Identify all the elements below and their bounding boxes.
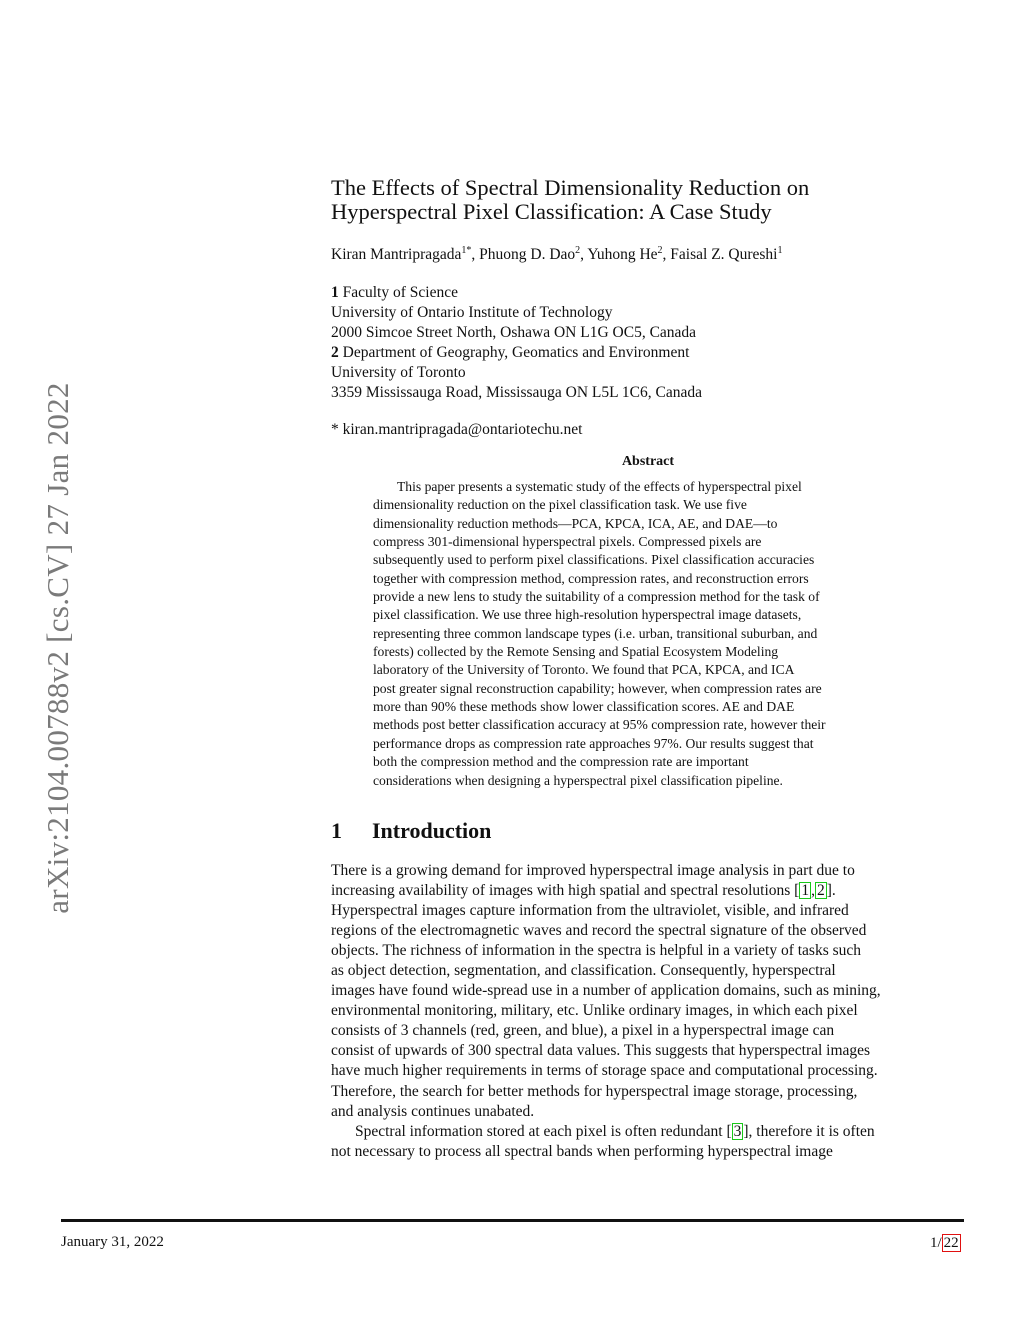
body-line: have much higher requirements in terms of storage space and computational processing. [331,1062,878,1080]
title-line: Hyperspectral Pixel Classification: A Case Study [331,199,772,224]
abstract-line: dimensionality reduction on the pixel classification task. We use five [373,497,747,513]
page-number [930,1234,961,1252]
author-name: Faisal Z. Qureshi [670,246,778,263]
body-text: Spectral information stored at each pixel is often redundant [ [355,1122,732,1140]
citation-link[interactable]: 1 [801,882,810,900]
author-separator: , [580,246,588,263]
abstract-line: more than 90% these methods show lower classification scores. AE and DAE [373,699,795,715]
section-heading-introduction [331,818,491,844]
affiliation-line: University of Ontario Institute of Technology [331,304,613,321]
author-separator: , [471,246,480,263]
body-line: There is a growing demand for improved hyperspectral image analysis in part due to [331,862,855,879]
body-line: and analysis continues unabated. [331,1102,535,1120]
affiliation-text: Faculty of Science [342,284,458,301]
affiliation-line: 2000 Simcoe Street North, Oshawa ON L1G OC5, Canada [331,324,697,341]
citation-link[interactable]: 2 [816,882,825,900]
abstract-line: forests) collected by the Remote Sensing and Spatial Ecosystem Modeling [373,644,779,660]
footer-rule [61,1219,964,1222]
abstract-line: methods post better classification accuracy at 95% compression rate, however their [373,717,826,733]
body-line: environmental monitoring, military, etc. Unlike ordinary images, in which each pixel [331,1002,858,1020]
introduction-body [331,861,881,1162]
abstract-line: compress 301-dimensional hyperspectral pixels. Compressed pixels are [373,534,762,550]
author-affiliation-mark: 2 [575,245,581,256]
body-text: increasing availability of images with high spatial and spectral resolutions [ [331,882,800,900]
author-affiliation-mark: 1 [777,245,783,256]
body-line [331,1122,881,1142]
affiliation-line: University of Toronto [331,364,466,381]
author-affiliation-mark: 1* [461,245,472,256]
paper-title [331,176,971,224]
abstract-line: together with compression method, compression rates, and reconstruction errors [373,570,809,586]
body-line: regions of the electromagnetic waves and record the spectral signature of the observed [331,922,867,940]
abstract-line: post greater signal reconstruction capability; however, when compression rates are [373,680,822,696]
author-name: Yuhong He [587,246,658,263]
arxiv-identifier-stamp [0,0,75,914]
author-name: Kiran Mantripragada [331,246,462,263]
affiliation-number: 2 [331,344,339,361]
abstract-heading: Abstract [621,454,675,469]
author-affiliation-mark: 2 [657,245,663,256]
abstract-line: This paper presents a systematic study of the effects of hyperspectral pixel [397,479,802,494]
author-name: Phuong D. Dao [479,246,576,263]
affiliation-line [331,343,702,363]
affiliation-line: 3359 Mississauga Road, Mississauga ON L5L 1C6, Canada [331,384,702,401]
section-number: 1 [331,818,342,843]
author-list [331,245,783,264]
abstract-line: representing three common landscape types (i.e. urban, transitional suburban, and [373,625,818,641]
affiliation-text: Department of Geography, Geomatics and Environment [342,344,690,361]
body-line: as object detection, segmentation, and classification. Consequently, hyperspectral [331,962,836,980]
affiliation-number: 1 [331,284,339,301]
corresponding-email: * kiran.mantripragada@ontariotechu.net [331,421,583,438]
footer-date: January 31, 2022 [61,1234,164,1250]
body-text: ], therefore it is often [743,1122,875,1140]
body-line: consist of upwards of 300 spectral data values. This suggests that hyperspectral images [331,1042,871,1060]
abstract-line: performance drops as compression rate approaches 97%. Our results suggest that [373,735,814,751]
abstract-line: laboratory of the University of Toronto. We found that PCA, KPCA, and ICA [373,662,795,678]
author-separator: , [662,246,671,263]
body-line: Therefore, the search for better methods for hyperspectral image storage, processing, [331,1082,858,1100]
citation-separator: , [811,882,815,900]
section-title: Introduction [372,818,492,843]
affiliation-line [331,283,702,303]
abstract-line: subsequently used to perform pixel classifications. Pixel classification accuracies [373,552,815,568]
arxiv-stamp-text: arXiv:2104.00788v2 [cs.CV] 27 Jan 2022 [40,382,75,914]
abstract-line: both the compression method and the compression rate are important [373,754,749,770]
body-text: ]. [826,882,836,900]
body-line: Hyperspectral images capture information from the ultraviolet, visible, and infrared [331,902,849,920]
abstract-line: dimensionality reduction methods—PCA, KPCA, ICA, AE, and DAE—to [373,515,778,531]
body-line: consists of 3 channels (red, green, and blue), a pixel in a hyperspectral image can [331,1022,835,1040]
abstract-body [373,478,826,790]
body-line: not necessary to process all spectral bands when performing hyperspectral image [331,1142,833,1160]
abstract-line: provide a new lens to study the suitability of a compression method for the task of [373,589,820,605]
title-line: The Effects of Spectral Dimensionality Reduction on [331,175,810,200]
body-line: objects. The richness of information in the spectra is helpful in a variety of tasks such [331,942,862,960]
affiliations-block [331,283,702,403]
page-separator: / [937,1235,942,1251]
total-pages-link[interactable]: 22 [943,1235,959,1251]
current-page: 1 [930,1235,938,1251]
citation-link[interactable]: 3 [733,1122,742,1140]
abstract-line: pixel classification. We use three high-resolution hyperspectral image datasets, [373,607,802,623]
abstract-line: considerations when designing a hyperspectral pixel classification pipeline. [373,772,783,788]
body-line [331,881,881,901]
body-line: images have found wide-spread use in a number of application domains, such as mining, [331,982,881,1000]
